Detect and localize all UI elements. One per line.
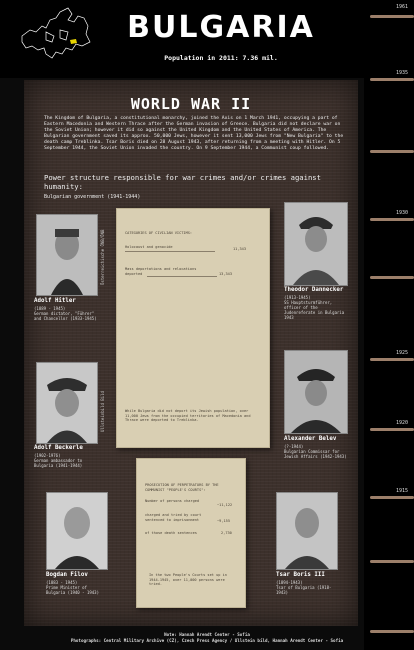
intro-text: The Kingdom of Bulgaria, a constitutional monarchy, joined the Axis on 1 March 1941, occupying a part of Eastern Macedonia and Western Thrace after the German invasion of Greece. Bulgaria did not declare war on the Soviet Union; however it did so against the United Kingdom and the United States of America. The Bulgarian government saved its approx. 50,000 Jews, however it sent 13,000 Jews from "New Bulgaria" to the death camp Treblinka. Tsar Boris died on 28 August 1943, after returning from a meeting with Hitler. On 5 September 1944, the Soviet Union invaded the country. On 9 September 1944, a Communist coup followed. (44, 116, 344, 151)
person-name: Theodor Dannecker (284, 287, 344, 293)
doc-line: charged and tried by court sentenced to imprisonment (145, 513, 202, 522)
timeline-bar (370, 218, 414, 221)
person-name: Tsar Boris III (276, 572, 325, 578)
prosecution-document (136, 458, 246, 608)
section-title: WORLD WAR II (130, 95, 252, 113)
doc-value: 13,343 (219, 272, 232, 276)
timeline-bar (370, 358, 414, 361)
doc-line: of those death sentences (145, 531, 197, 535)
government-label: Bulgarian government (1941-1944) (44, 194, 141, 200)
timeline-bar (370, 276, 414, 279)
photo-credit: Ullsteinbild Bild (100, 391, 105, 432)
portrait-dannecker (284, 202, 348, 286)
person-desc: (1894-1943) Tsar of Bulgaria (1918- 1943) (276, 580, 332, 595)
portrait-belev (284, 350, 348, 434)
timeline-bar (370, 78, 414, 81)
person-desc: (1889 - 1945) German dictator, "Führer" and Chancellor (1933-1945) (34, 306, 97, 321)
footer (0, 632, 414, 644)
person-name: Adolf Hitler (34, 298, 76, 304)
doc-line: Mass deportations and relocations (125, 267, 197, 271)
timeline-year: 1930 (395, 210, 408, 216)
person-desc: (1913-1945) SS Hauptsturmführer, officer of the Judenreferate in Bulgaria 1943 (284, 295, 345, 320)
person-desc: (?-1944) Bulgarian Commissar for Jewish Affairs (1942-1943) (284, 444, 347, 459)
timeline-year: 1925 (395, 350, 408, 356)
doc-heading: PROSECUTION OF PERPETRATORS BY THE COMMUNIST "PEOPLE'S COURTS": (145, 483, 219, 492)
doc-line: deported (125, 272, 143, 276)
doc-line: Number of persons charged (145, 499, 200, 503)
portrait-boris (276, 492, 338, 570)
header (0, 0, 414, 78)
timeline-bar (370, 150, 414, 153)
power-structure-heading: Power structure responsible for war crimes and/or crimes against humanity: (44, 173, 321, 191)
timeline-year: 1935 (395, 70, 408, 76)
person-desc: (1902-1976) German ambassador to Bulgaria (1941-1944) (34, 453, 83, 468)
population-text: Population in 2011: 7.36 mil. (164, 54, 278, 62)
doc-heading: CATEGORIES OF CIVILIAN VICTIMS: (125, 231, 193, 235)
doc-rule (147, 276, 217, 277)
doc-value: ~9,155 (217, 519, 230, 523)
doc-rule (125, 251, 215, 252)
timeline-year: 1961 (395, 4, 408, 10)
person-name: Alexander Belev (284, 436, 337, 442)
timeline (364, 0, 414, 650)
victims-document (116, 208, 270, 448)
portrait-beckerle (36, 362, 98, 444)
portrait-filov (46, 492, 108, 570)
doc-value: ~11,122 (217, 503, 233, 507)
timeline-bar (370, 496, 414, 499)
timeline-year: 1920 (395, 420, 408, 426)
person-name: Bogdan Filov (46, 572, 88, 578)
photo-credit: Österreichische ÖNB/ÖNB (100, 229, 105, 285)
page-title: BULGARIA (127, 10, 315, 45)
timeline-bar (370, 428, 414, 431)
content-panel (24, 80, 358, 626)
doc-note: In the two People's Courts set up in 1944-1945, over 11,000 persons were tried. (149, 573, 227, 586)
doc-value: 2,730 (221, 531, 232, 535)
doc-line: Holocaust and genocide (125, 245, 173, 249)
person-desc: (1883 - 1945) Prime Minister of Bulgaria (1940 - 1943) (46, 580, 99, 595)
timeline-bar (370, 15, 414, 18)
doc-note: While Bulgaria did not deport its Jewish population, over 11,000 Jews from the occupied territories of Macedonia and Thrace were deported to Treblinka. (125, 409, 251, 422)
footer-note: Note: Hannah Arendt Center - Sofia (164, 632, 250, 637)
europe-map-icon (16, 2, 92, 68)
timeline-bar (370, 560, 414, 563)
person-name: Adolf Beckerle (34, 445, 83, 451)
timeline-year: 1915 (395, 488, 408, 494)
footer-credits: Photographs: Central Military Archive (CZ), Czech Press Agency / Ullstein bild, Hannah Arendt Center - Sofia (70, 638, 344, 643)
doc-value: 11,343 (233, 247, 246, 251)
portrait-hitler (36, 214, 98, 296)
